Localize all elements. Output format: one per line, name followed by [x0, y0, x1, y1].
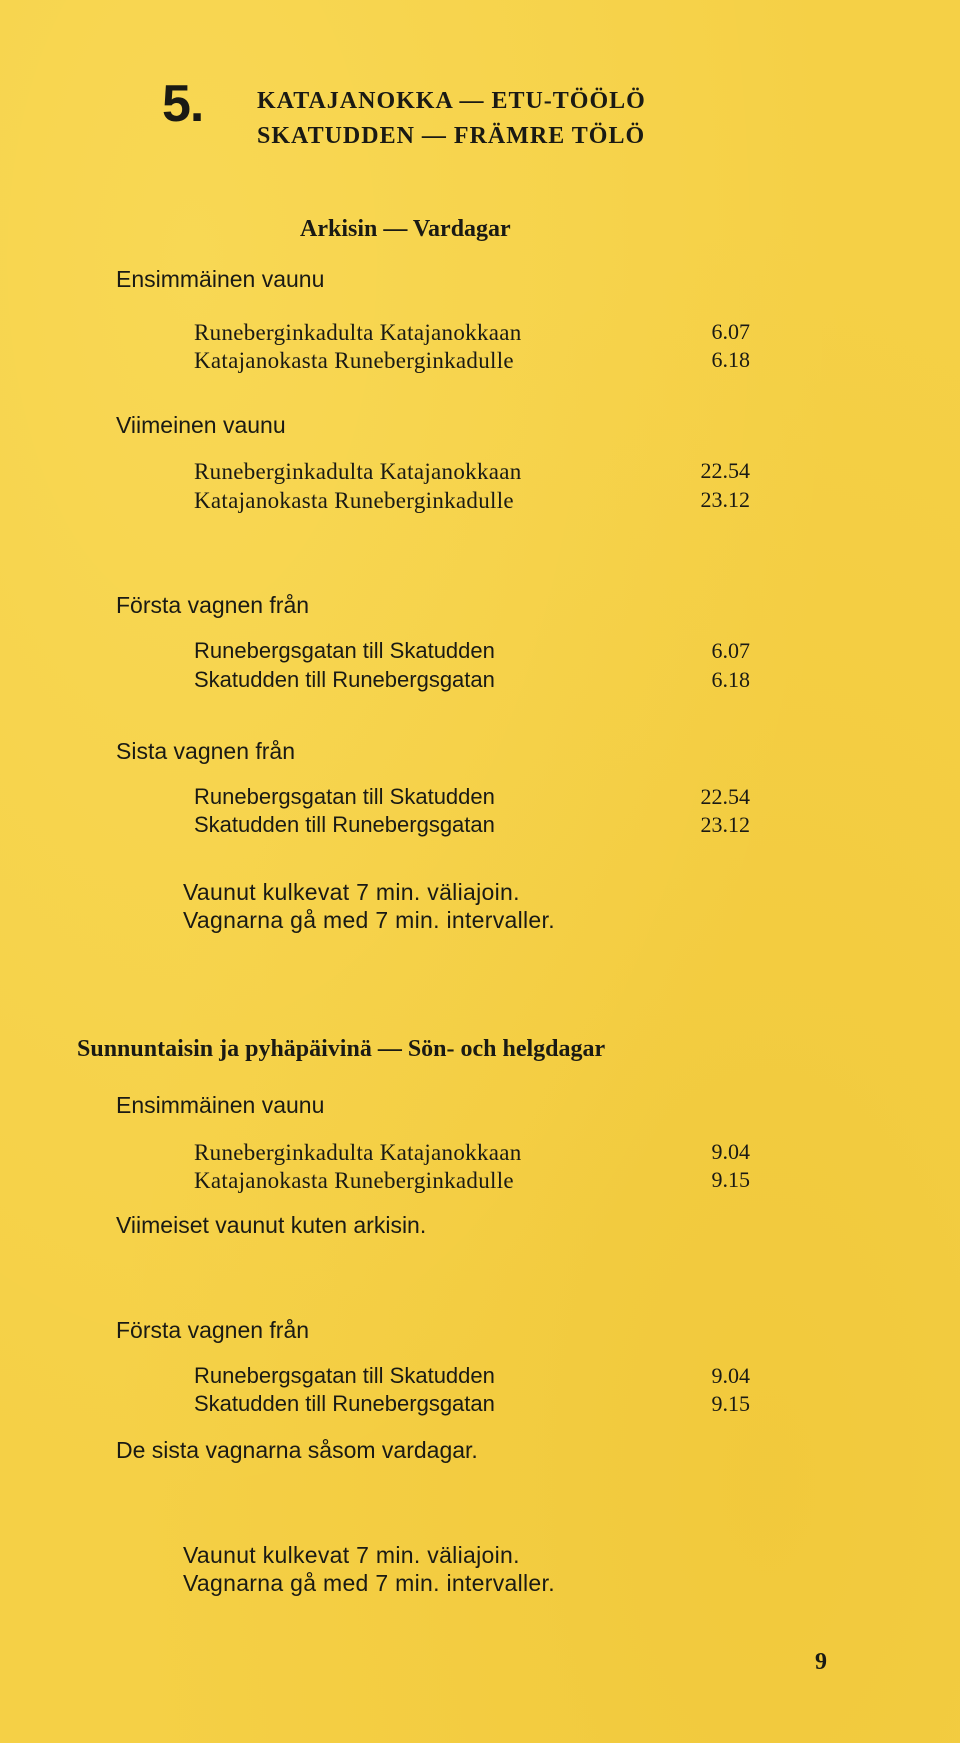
row-description: Skatudden till Runebergsgatan — [194, 667, 495, 692]
holidays-heading: Sunnuntaisin ja pyhäpäivinä — Sön- och helgdagar — [77, 1036, 606, 1062]
holiday-last-cars-note-swedish: De sista vagnarna såsom vardagar. — [116, 1437, 478, 1463]
row-description: Runebergsgatan till Skatudden — [194, 1363, 495, 1388]
route-name-finnish: KATAJANOKKA — ETU-TÖÖLÖ — [257, 88, 646, 114]
row-description: Skatudden till Runebergsgatan — [194, 812, 495, 837]
row-time: 9.04 — [711, 1363, 750, 1388]
row-description: Runebergsgatan till Skatudden — [194, 638, 495, 663]
weekday-interval-note-finnish: Vaunut kulkevat 7 min. väliajoin. — [183, 879, 520, 905]
holiday-interval-note-finnish: Vaunut kulkevat 7 min. väliajoin. — [183, 1542, 520, 1568]
weekday-last-car-title: Viimeinen vaunu — [116, 412, 286, 438]
holiday-first-car-title: Ensimmäinen vaunu — [116, 1092, 325, 1118]
page-number: 9 — [815, 1649, 827, 1675]
row-time: 22.54 — [700, 784, 750, 809]
holiday-interval-note-swedish: Vagnarna gå med 7 min. intervaller. — [183, 1570, 555, 1596]
holiday-first-car-title-swedish: Första vagnen från — [116, 1317, 310, 1343]
weekday-last-car-title-swedish: Sista vagnen från — [116, 738, 296, 764]
row-description: Runeberginkadulta Katajanokkaan — [194, 459, 522, 484]
row-time: 23.12 — [700, 812, 750, 837]
row-time: 9.15 — [711, 1391, 750, 1416]
row-description: Runebergsgatan till Skatudden — [194, 784, 495, 809]
row-time: 9.15 — [711, 1167, 750, 1192]
row-description: Katajanokasta Runeberginkadulle — [194, 348, 514, 373]
route-number: 5. — [162, 75, 204, 133]
row-time: 6.18 — [711, 667, 750, 692]
weekday-first-car-title: Ensimmäinen vaunu — [116, 266, 325, 292]
row-description: Runeberginkadulta Katajanokkaan — [194, 320, 522, 345]
route-name-swedish: SKATUDDEN — FRÄMRE TÖLÖ — [257, 123, 646, 149]
weekday-first-car-title-swedish: Första vagnen från — [116, 592, 310, 618]
weekday-interval-note-swedish: Vagnarna gå med 7 min. intervaller. — [183, 907, 555, 933]
holiday-last-cars-note: Viimeiset vaunut kuten arkisin. — [116, 1212, 427, 1238]
weekdays-heading: Arkisin — Vardagar — [300, 216, 511, 242]
row-time: 6.07 — [711, 319, 750, 344]
row-description: Katajanokasta Runeberginkadulle — [194, 488, 514, 513]
row-time: 22.54 — [700, 458, 750, 483]
row-time: 6.07 — [711, 638, 750, 663]
row-description: Skatudden till Runebergsgatan — [194, 1391, 495, 1416]
row-time: 23.12 — [700, 487, 750, 512]
row-time: 6.18 — [711, 347, 750, 372]
row-description: Katajanokasta Runeberginkadulle — [194, 1168, 514, 1193]
row-time: 9.04 — [711, 1139, 750, 1164]
row-description: Runeberginkadulta Katajanokkaan — [194, 1140, 522, 1165]
